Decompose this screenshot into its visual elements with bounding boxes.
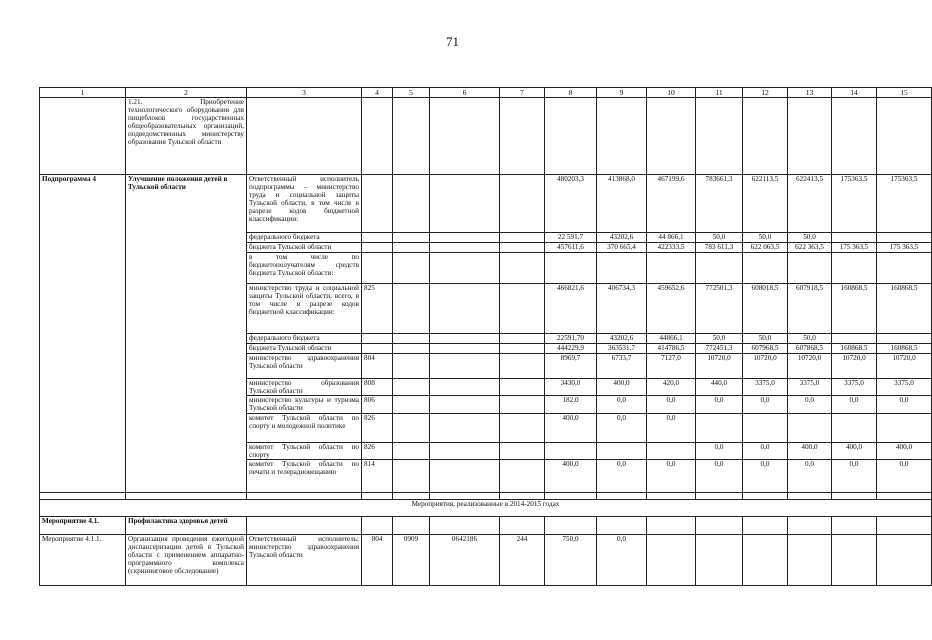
empty-cell: [247, 493, 362, 500]
empty-cell: [500, 414, 545, 443]
measure-label: Мероприятие 4.1.: [40, 517, 126, 535]
value-cell: 0,0: [832, 396, 877, 414]
empty-cell: [500, 354, 545, 379]
value-cell: 0,0: [696, 460, 743, 493]
empty-cell: [393, 98, 430, 175]
empty-cell: [877, 493, 932, 500]
code-cell: 826: [362, 414, 393, 443]
empty-cell: [500, 233, 545, 243]
executor-cell: федерального бюджета: [247, 233, 362, 243]
value-cell: 10720,0: [788, 354, 832, 379]
value-cell: 8969,7: [545, 354, 597, 379]
column-header: 7: [500, 88, 545, 98]
column-header: 5: [393, 88, 430, 98]
empty-cell: [500, 243, 545, 253]
empty-cell: [430, 379, 500, 396]
value-cell: 750,0: [545, 535, 597, 586]
value-cell: 50,0: [696, 334, 743, 344]
empty-cell: [597, 98, 647, 175]
value-cell: 0,0: [597, 414, 647, 443]
empty-cell: [40, 493, 126, 500]
value-cell: 22 591,7: [545, 233, 597, 243]
measure-row: [40, 517, 932, 535]
value-cell: 22591,70: [545, 334, 597, 344]
code-cell: [362, 253, 393, 284]
value-cell: 444229,9: [545, 344, 597, 354]
value-cell: 160868,5: [832, 284, 877, 334]
value-cell: 622 063,5: [743, 243, 788, 253]
value-cell: 607968,5: [743, 344, 788, 354]
value-cell: [696, 535, 743, 586]
value-cell: 175363,5: [832, 175, 877, 233]
value-cell: 480203,3: [545, 175, 597, 233]
value-cell: 10720,0: [832, 354, 877, 379]
executor-cell: министерство культуры и туризма Тульской области: [247, 396, 362, 414]
code-cell: 808: [362, 379, 393, 396]
value-cell: [877, 535, 932, 586]
value-cell: 6733,7: [597, 354, 647, 379]
column-header: 8: [545, 88, 597, 98]
value-cell: 175 363,5: [877, 243, 932, 253]
empty-cell: [393, 396, 430, 414]
value-cell: [877, 233, 932, 243]
empty-cell: [696, 517, 743, 535]
column-header: 15: [877, 88, 932, 98]
empty-cell: [430, 460, 500, 493]
empty-cell: [430, 354, 500, 379]
empty-cell: [500, 98, 545, 175]
empty-cell: [500, 284, 545, 334]
spacer-row: [40, 493, 932, 500]
empty-cell: [393, 517, 430, 535]
code-cell: 806: [362, 396, 393, 414]
value-cell: [743, 414, 788, 443]
value-cell: 467199,6: [647, 175, 696, 233]
value-cell: 0,0: [597, 460, 647, 493]
value-cell: 400,0: [545, 460, 597, 493]
empty-cell: [430, 414, 500, 443]
empty-cell: [500, 460, 545, 493]
empty-cell: [393, 253, 430, 284]
value-cell: 182,0: [545, 396, 597, 414]
subprogram-row: [40, 175, 932, 233]
empty-cell: [696, 493, 743, 500]
value-cell: 50,0: [743, 334, 788, 344]
value-cell: 622413,5: [788, 175, 832, 233]
empty-cell: [696, 98, 743, 175]
value-cell: 466821,6: [545, 284, 597, 334]
executor-cell: Ответственный исполнитель подпрограммы – министерство труда и социальной защиты Тульской области, в том числе в разрезе кодов бюджетной классификации:: [247, 175, 362, 233]
empty-cell: [393, 243, 430, 253]
value-cell: [832, 233, 877, 243]
code-cell: [362, 344, 393, 354]
subprogram-label: Подпрограмма 4: [40, 175, 126, 493]
value-cell: 400,0: [877, 443, 932, 460]
empty-cell: [832, 493, 877, 500]
value-cell: 44866,1: [647, 334, 696, 344]
value-cell: 400,0: [545, 414, 597, 443]
value-cell: 0,0: [788, 396, 832, 414]
value-cell: 43202,6: [597, 334, 647, 344]
value-cell: [647, 535, 696, 586]
empty-cell: [430, 493, 500, 500]
column-header: 10: [647, 88, 696, 98]
executor-cell: Ответственный исполнитель: министерство здравоохранения Тульской области: [247, 535, 362, 586]
value-cell: 0,0: [647, 414, 696, 443]
column-header: 11: [696, 88, 743, 98]
value-cell: [788, 414, 832, 443]
value-cell: 607868,5: [788, 344, 832, 354]
value-cell: 0,0: [597, 535, 647, 586]
empty-cell: [247, 98, 362, 175]
value-cell: 43202,6: [597, 233, 647, 243]
value-cell: 50,0: [788, 334, 832, 344]
value-cell: 459652,6: [647, 284, 696, 334]
code-cell: 244: [500, 535, 545, 586]
empty-cell: [545, 493, 597, 500]
empty-cell: [430, 344, 500, 354]
value-cell: [832, 414, 877, 443]
value-cell: [647, 253, 696, 284]
empty-cell: [500, 334, 545, 344]
code-cell: 0642186: [430, 535, 500, 586]
column-header: 12: [743, 88, 788, 98]
empty-cell: [430, 334, 500, 344]
value-cell: 772501,3: [696, 284, 743, 334]
value-cell: 160868,5: [832, 344, 877, 354]
empty-cell: [500, 379, 545, 396]
empty-cell: [393, 175, 430, 233]
code-cell: 804: [362, 354, 393, 379]
empty-cell: [788, 98, 832, 175]
code-cell: 804: [362, 535, 393, 586]
measure-label: Мероприятие 4.1.1.: [40, 535, 126, 586]
value-cell: 622 363,5: [788, 243, 832, 253]
value-cell: 772451,3: [696, 344, 743, 354]
value-cell: 175363,5: [877, 175, 932, 233]
column-header: 2: [126, 88, 247, 98]
item-text: 1.21. Приобретение технологического оборудования для пищеблоков государственных общеобразовательных организаций, подведомственных министерству образования Тульской области: [126, 98, 247, 175]
empty-cell: [393, 379, 430, 396]
empty-cell: [247, 517, 362, 535]
value-cell: 413868,0: [597, 175, 647, 233]
value-cell: 7127,0: [647, 354, 696, 379]
value-cell: [788, 535, 832, 586]
column-header: 3: [247, 88, 362, 98]
value-cell: 50,0: [743, 233, 788, 243]
value-cell: 10720,0: [877, 354, 932, 379]
value-cell: 175 363,5: [832, 243, 877, 253]
code-cell: [362, 243, 393, 253]
empty-cell: [500, 517, 545, 535]
code-cell: [362, 175, 393, 233]
measure-title: Организация проведения ежегодной диспансеризации детей в Тульской области с применением аппаратно-программного комплекса (скрининговое обследование): [126, 535, 247, 586]
value-cell: 0,0: [832, 460, 877, 493]
empty-cell: [788, 493, 832, 500]
empty-cell: [393, 443, 430, 460]
value-cell: 50,0: [696, 233, 743, 243]
value-cell: 607918,5: [788, 284, 832, 334]
empty-cell: [500, 175, 545, 233]
subprogram-title: Улучшение положения детей в Тульской области: [126, 175, 247, 493]
empty-cell: [500, 493, 545, 500]
header-row: [40, 88, 932, 98]
value-cell: 783 611,3: [696, 243, 743, 253]
code-cell: 814: [362, 460, 393, 493]
value-cell: 160868,5: [877, 284, 932, 334]
value-cell: [647, 443, 696, 460]
empty-cell: [362, 98, 393, 175]
value-cell: [743, 253, 788, 284]
code-cell: [362, 334, 393, 344]
value-cell: [545, 253, 597, 284]
value-cell: [597, 253, 647, 284]
value-cell: [788, 253, 832, 284]
value-cell: 457611,6: [545, 243, 597, 253]
section-title: Мероприятия, реализованные в 2014-2015 годах: [40, 500, 932, 517]
column-header: 1: [40, 88, 126, 98]
value-cell: 3375,0: [743, 379, 788, 396]
value-cell: [832, 334, 877, 344]
executor-cell: министерство образования Тульской области: [247, 379, 362, 396]
empty-cell: [393, 354, 430, 379]
column-header: 4: [362, 88, 393, 98]
code-cell: [362, 233, 393, 243]
value-cell: 160868,5: [877, 344, 932, 354]
measure-row: [40, 535, 932, 586]
empty-cell: [393, 233, 430, 243]
value-cell: 0,0: [696, 396, 743, 414]
empty-cell: [40, 98, 126, 175]
value-cell: 3375,0: [877, 379, 932, 396]
value-cell: 420,0: [647, 379, 696, 396]
value-cell: 0,0: [788, 460, 832, 493]
empty-cell: [647, 517, 696, 535]
value-cell: 400,0: [597, 379, 647, 396]
executor-cell: министерство здравоохранения Тульской области: [247, 354, 362, 379]
empty-cell: [430, 243, 500, 253]
empty-cell: [500, 396, 545, 414]
value-cell: [743, 535, 788, 586]
value-cell: 0,0: [647, 396, 696, 414]
value-cell: 622113,5: [743, 175, 788, 233]
executor-cell: министерство труда и социальной защиты Тульской области, всего, в том числе в разрезе кодов бюджетной классификации:: [247, 284, 362, 334]
empty-cell: [788, 517, 832, 535]
empty-cell: [430, 517, 500, 535]
empty-cell: [393, 493, 430, 500]
column-header: 13: [788, 88, 832, 98]
value-cell: 608018,5: [743, 284, 788, 334]
empty-cell: [362, 493, 393, 500]
budget-table: [39, 87, 932, 586]
value-cell: 0,0: [877, 460, 932, 493]
empty-cell: [393, 334, 430, 344]
column-header: 14: [832, 88, 877, 98]
executor-cell: федерального бюджета: [247, 334, 362, 344]
value-cell: [877, 414, 932, 443]
value-cell: [877, 334, 932, 344]
empty-cell: [743, 517, 788, 535]
value-cell: 422333,5: [647, 243, 696, 253]
empty-cell: [430, 233, 500, 243]
empty-cell: [597, 493, 647, 500]
value-cell: 0,0: [743, 443, 788, 460]
value-cell: 406734,3: [597, 284, 647, 334]
value-cell: 0,0: [597, 396, 647, 414]
value-cell: 0,0: [877, 396, 932, 414]
empty-cell: [393, 414, 430, 443]
empty-cell: [430, 284, 500, 334]
value-cell: [597, 443, 647, 460]
empty-cell: [430, 98, 500, 175]
value-cell: 783661,3: [696, 175, 743, 233]
section-row: [40, 500, 932, 517]
empty-cell: [647, 493, 696, 500]
executor-cell: бюджета Тульской области: [247, 344, 362, 354]
value-cell: 414786,5: [647, 344, 696, 354]
executor-cell: комитет Тульской области по спорту: [247, 443, 362, 460]
empty-cell: [430, 175, 500, 233]
value-cell: 370 665,4: [597, 243, 647, 253]
value-cell: [545, 443, 597, 460]
value-cell: 44 866,1: [647, 233, 696, 243]
executor-cell: комитет Тульской области по печати и телерадиовещанию: [247, 460, 362, 493]
empty-cell: [832, 517, 877, 535]
code-cell: 825: [362, 284, 393, 334]
value-cell: [877, 253, 932, 284]
value-cell: 363531,7: [597, 344, 647, 354]
empty-cell: [832, 98, 877, 175]
executor-cell: бюджета Тульской области: [247, 243, 362, 253]
value-cell: 400,0: [832, 443, 877, 460]
value-cell: 0,0: [647, 460, 696, 493]
value-cell: 3375,0: [832, 379, 877, 396]
page-number: 71: [446, 34, 459, 49]
executor-cell: в том числе по бюджетополучателям средств бюджета Тульской области:: [247, 253, 362, 284]
value-cell: 440,0: [696, 379, 743, 396]
empty-cell: [597, 517, 647, 535]
value-cell: 0,0: [696, 443, 743, 460]
empty-cell: [545, 98, 597, 175]
value-cell: [832, 535, 877, 586]
empty-cell: [743, 493, 788, 500]
empty-cell: [500, 253, 545, 284]
column-header: 9: [597, 88, 647, 98]
value-cell: 0,0: [743, 396, 788, 414]
value-cell: 0,0: [743, 460, 788, 493]
empty-cell: [430, 253, 500, 284]
value-cell: 10720,0: [743, 354, 788, 379]
empty-cell: [500, 443, 545, 460]
empty-cell: [545, 517, 597, 535]
value-cell: [832, 253, 877, 284]
column-header: 6: [430, 88, 500, 98]
empty-cell: [393, 284, 430, 334]
code-cell: 826: [362, 443, 393, 460]
empty-cell: [877, 98, 932, 175]
value-cell: [696, 414, 743, 443]
value-cell: 10720,0: [696, 354, 743, 379]
empty-cell: [430, 443, 500, 460]
item-row: [40, 98, 932, 175]
value-cell: 400,0: [788, 443, 832, 460]
empty-cell: [500, 344, 545, 354]
measure-title: Профилактика здоровья детей: [126, 517, 247, 535]
empty-cell: [743, 98, 788, 175]
executor-cell: комитет Тульской области по спорту и молодежной политике: [247, 414, 362, 443]
value-cell: [696, 253, 743, 284]
empty-cell: [877, 517, 932, 535]
empty-cell: [126, 493, 247, 500]
empty-cell: [430, 396, 500, 414]
empty-cell: [362, 517, 393, 535]
empty-cell: [647, 98, 696, 175]
empty-cell: [393, 344, 430, 354]
value-cell: 50,0: [788, 233, 832, 243]
code-cell: 0909: [393, 535, 430, 586]
empty-cell: [393, 460, 430, 493]
value-cell: 3430,0: [545, 379, 597, 396]
value-cell: 3375,0: [788, 379, 832, 396]
